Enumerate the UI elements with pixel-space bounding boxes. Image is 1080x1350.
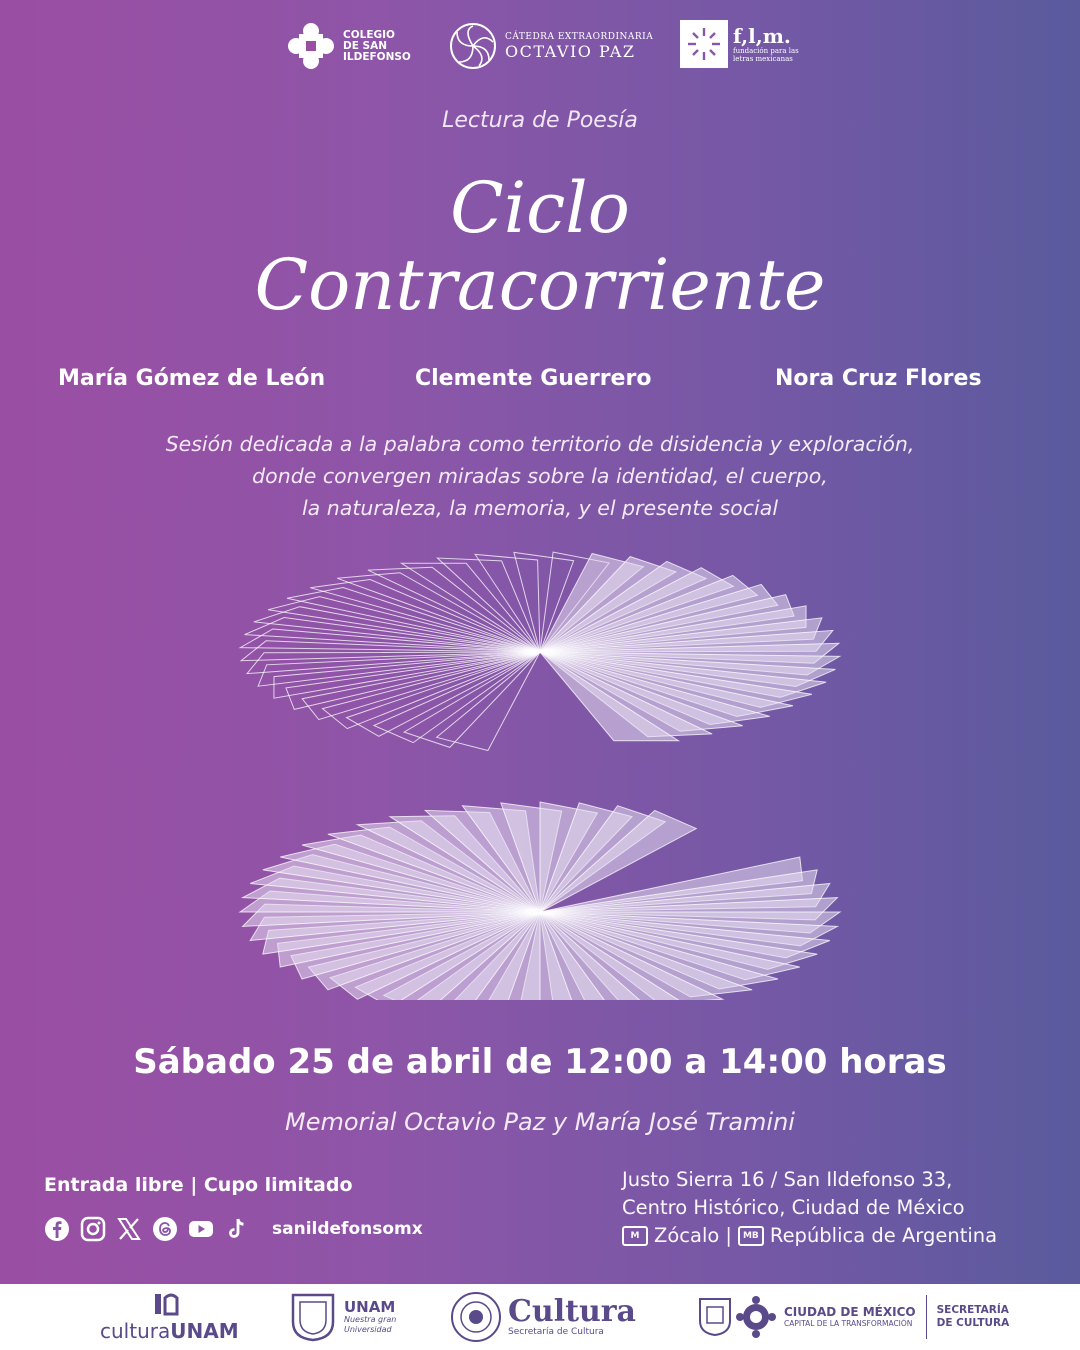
logo3-main: f,l,m.	[733, 24, 791, 48]
sponsor-footer	[0, 1284, 1080, 1350]
cultura-unam-b: UNAM	[170, 1319, 239, 1343]
poet-1: María Gómez de León	[58, 366, 326, 391]
logo1-line3: ILDEFONSO	[343, 50, 411, 63]
cultura-unam-logo	[100, 1284, 239, 1350]
social-links	[44, 1216, 423, 1242]
logo2-main: OCTAVIO PAZ	[505, 41, 636, 61]
facebook-icon[interactable]	[44, 1216, 70, 1242]
spiral-paper-artwork	[220, 540, 860, 1000]
flm-emblem-icon	[680, 20, 728, 68]
logo1-line1: COLEGIO	[343, 28, 395, 41]
footer-divider	[926, 1295, 927, 1339]
upper-fan	[240, 552, 839, 750]
logo3-sub2: letras mexicanas	[733, 55, 793, 63]
event-date: Sábado 25 de abril de 12:00 a 14:00 horas	[133, 1042, 947, 1082]
address-block	[622, 1166, 997, 1250]
logo2-top: CÁTEDRA EXTRAORDINARIA	[505, 31, 654, 42]
x-icon[interactable]	[116, 1216, 142, 1242]
fan-blade	[247, 652, 540, 674]
threads-icon[interactable]	[152, 1216, 178, 1242]
flm-logo	[680, 20, 799, 68]
cultura-text: Cultura	[508, 1293, 636, 1329]
cultura-sub: Secretaría de Cultura	[508, 1326, 604, 1337]
secretaria-line2: DE CULTURA	[936, 1317, 1010, 1329]
metro-station-1: Zócalo	[654, 1224, 720, 1247]
poet-3: Nora Cruz Flores	[775, 366, 982, 391]
ildefonso-emblem-icon	[287, 22, 335, 70]
cdmx-text: CIUDAD DE MÉXICO	[784, 1305, 916, 1319]
fan-blade	[475, 554, 540, 652]
unam-sub2: Universidad	[344, 1325, 392, 1334]
unam-logo	[290, 1284, 396, 1350]
cultura-secretaria-logo	[450, 1284, 636, 1350]
metrobus-icon: MB	[738, 1226, 764, 1246]
colegio-san-ildefonso-logo	[287, 22, 411, 70]
metro-separator: |	[725, 1224, 732, 1247]
address-line2: Centro Histórico, Ciudad de México	[622, 1196, 965, 1219]
description-line3: la naturaleza, la memoria, y el presente social	[301, 496, 779, 520]
metro-icon: M	[622, 1226, 648, 1246]
fan-blade	[286, 652, 540, 709]
cultura-unam-icon	[149, 1292, 189, 1316]
event-subtitle: Lectura de Poesía	[442, 108, 638, 133]
event-title-line2: Contracorriente	[254, 244, 826, 326]
tiktok-icon[interactable]	[224, 1216, 250, 1242]
national-seal-icon	[450, 1291, 502, 1343]
instagram-icon[interactable]	[80, 1216, 106, 1242]
logo3-sub1: fundación para las	[733, 47, 799, 55]
event-title-line1: Ciclo	[450, 167, 630, 249]
unam-shield-icon	[290, 1292, 336, 1342]
metro-stations	[622, 1222, 997, 1250]
description-line2: donde convergen miradas sobre la identidad, el cuerpo,	[252, 464, 828, 488]
event-description	[0, 428, 1080, 524]
youtube-icon[interactable]	[188, 1216, 214, 1242]
cdmx-logo	[698, 1284, 1009, 1350]
entrada-libre-text: Entrada libre | Cupo limitado	[44, 1174, 353, 1196]
spiral-emblem-icon	[449, 22, 497, 70]
address-line1: Justo Sierra 16 / San Ildefonso 33,	[622, 1168, 953, 1191]
catedra-octavio-paz-logo	[449, 22, 653, 70]
logo1-line2: DE SAN	[343, 39, 388, 52]
fan-blade	[337, 573, 540, 652]
fan-blade	[302, 652, 540, 720]
lower-fan	[240, 802, 840, 1000]
event-venue: Memorial Octavio Paz y María José Tramini	[285, 1108, 795, 1136]
cdmx-glyph-icon	[736, 1294, 776, 1340]
unam-sub1: Nuestra gran	[344, 1315, 397, 1324]
secretaria-line1: SECRETARÍA	[936, 1304, 1009, 1316]
social-handle[interactable]: sanildefonsomx	[272, 1219, 423, 1239]
description-line1: Sesión dedicada a la palabra como territorio de disidencia y exploración,	[165, 432, 915, 456]
cdmx-shield-icon	[698, 1297, 732, 1337]
unam-text: UNAM	[344, 1298, 396, 1316]
metro-station-2: República de Argentina	[769, 1224, 998, 1247]
header-logos	[0, 18, 1080, 74]
cultura-unam-a: cultura	[100, 1319, 171, 1343]
cdmx-sub: CAPITAL DE LA TRANSFORMACIÓN	[784, 1319, 913, 1328]
fan-blade	[245, 618, 540, 653]
poet-2: Clemente Guerrero	[415, 366, 652, 391]
